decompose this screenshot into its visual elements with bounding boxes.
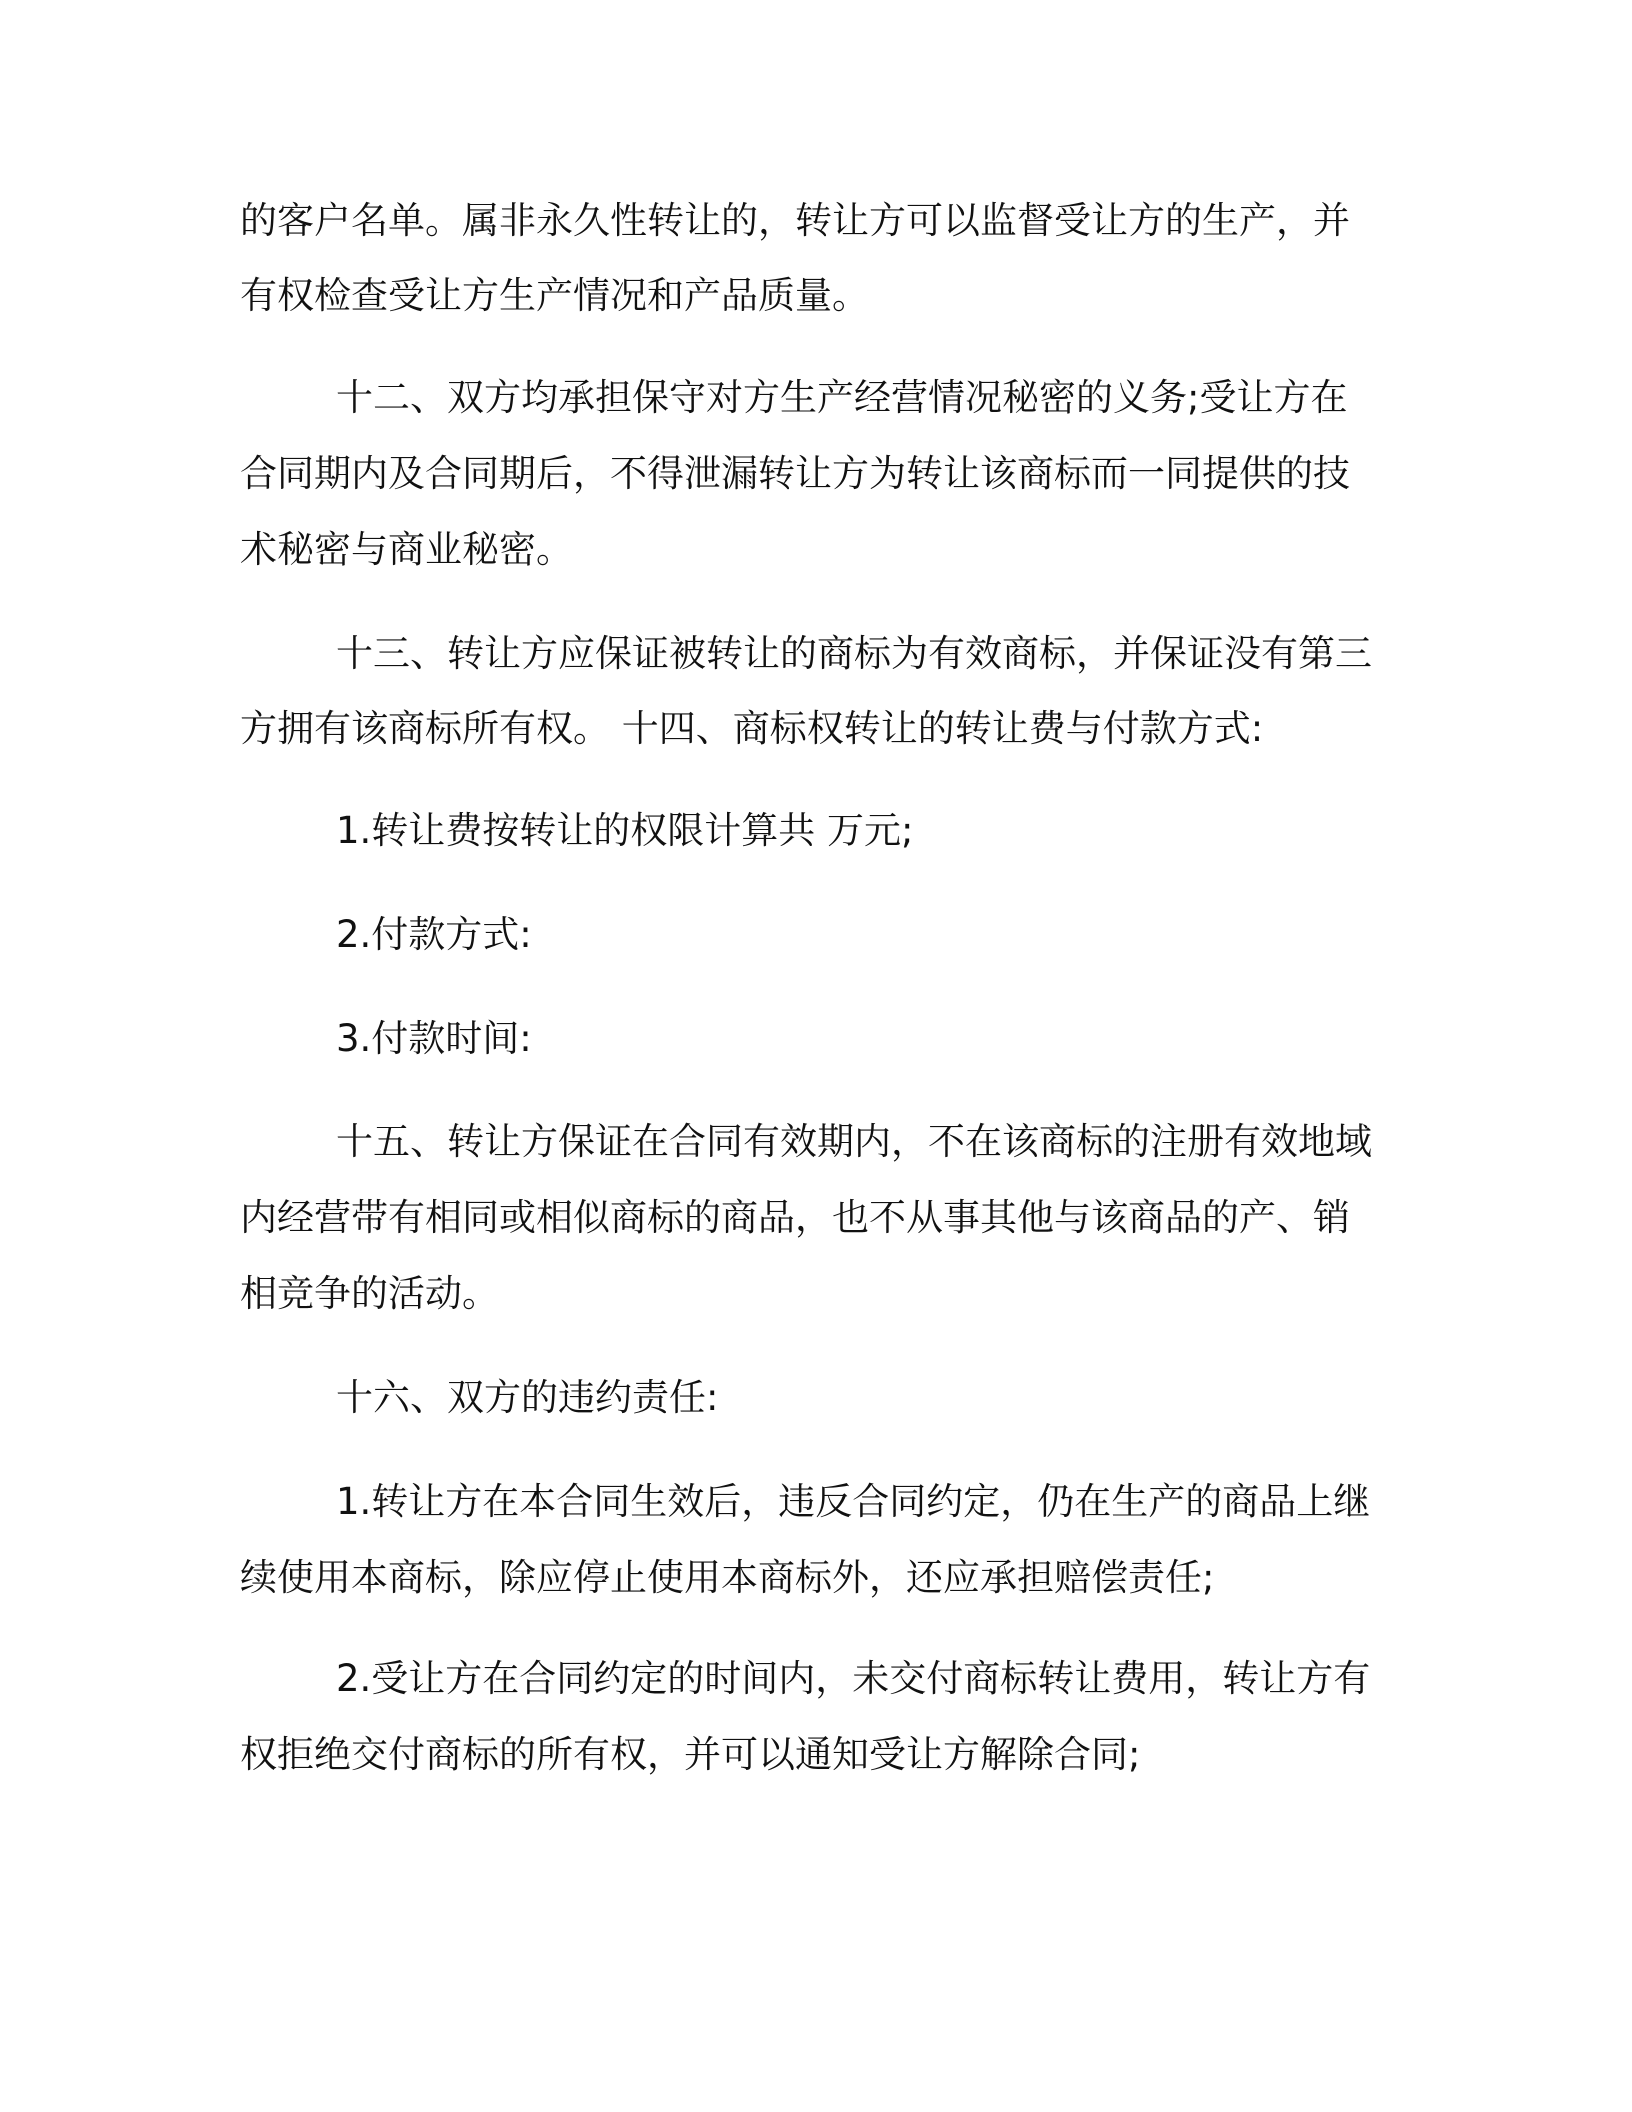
text-line: 权拒绝交付商标的所有权，并可以通知受让方解除合同; xyxy=(240,1733,1141,1776)
text-line: 有权检查受让方生产情况和产品质量。 xyxy=(240,274,869,317)
text-line: 相竞争的活动。 xyxy=(240,1272,499,1315)
clause-16-heading-line: 十六、双方的违约责任: xyxy=(336,1376,719,1419)
text-line: 内经营带有相同或相似商标的商品，也不从事其他与该商品的产、销 xyxy=(240,1196,1350,1239)
text-line: 合同期内及合同期后，不得泄漏转让方为转让该商标而一同提供的技 xyxy=(240,452,1350,495)
text-line: 术秘密与商业秘密。 xyxy=(240,528,573,571)
text-line: 续使用本商标，除应停止使用本商标外，还应承担赔偿责任; xyxy=(240,1556,1215,1599)
clause-12-heading-line: 十二、双方均承担保守对方生产经营情况秘密的义务;受让方在 xyxy=(336,376,1348,419)
list-item: 2.受让方在合同约定的时间内，未交付商标转让费用，转让方有 xyxy=(336,1657,1371,1700)
clause-13-heading-line: 十三、转让方应保证被转让的商标为有效商标，并保证没有第三 xyxy=(336,632,1372,675)
list-item: 3.付款时间: xyxy=(336,1017,532,1060)
list-item: 1.转让方在本合同生效后，违反合同约定，仍在生产的商品上继 xyxy=(336,1480,1371,1523)
list-item: 2.付款方式: xyxy=(336,913,532,956)
list-item: 1.转让费按转让的权限计算共 万元; xyxy=(336,809,914,852)
clause-15-heading-line: 十五、转让方保证在合同有效期内，不在该商标的注册有效地域 xyxy=(336,1120,1372,1163)
text-line: 方拥有该商标所有权。 十四、商标权转让的转让费与付款方式: xyxy=(240,707,1264,750)
text-line: 的客户名单。属非永久性转让的，转让方可以监督受让方的生产，并 xyxy=(240,199,1350,242)
